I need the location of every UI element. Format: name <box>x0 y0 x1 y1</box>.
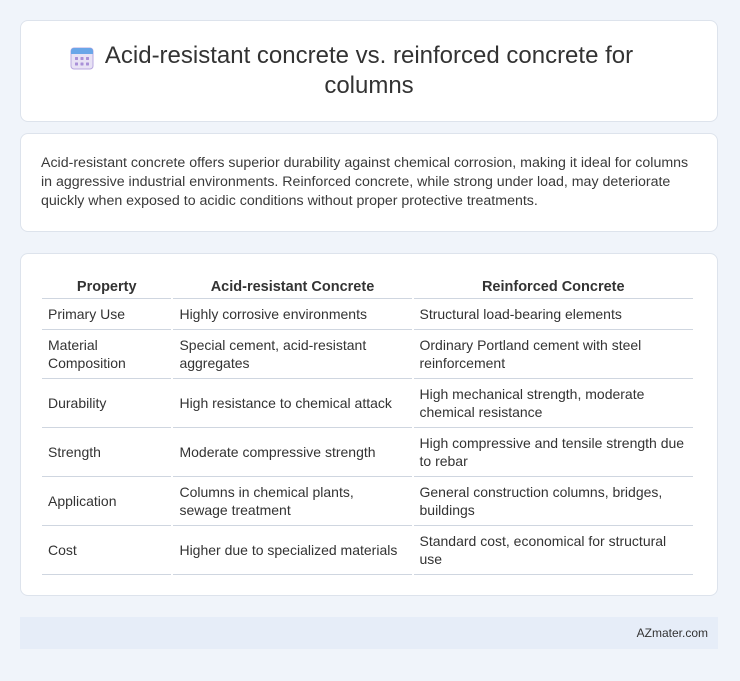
table-row <box>42 428 693 477</box>
intro-text: Acid-resistant concrete offers superior durability against chemical corrosion, making it ideal for columns in aggressive industrial environments. Reinforced concrete, while strong under load, may deteriorate quickly when exposed to acidic conditions without proper protective treatments. <box>41 155 689 209</box>
table-cell: High compressive and tensile strength due to rebar <box>414 428 694 477</box>
title-card <box>20 20 718 122</box>
table-cell: High mechanical strength, moderate chemical resistance <box>414 379 694 428</box>
table-row <box>42 379 693 428</box>
table-cell: Cost <box>42 526 171 575</box>
table-cell: Primary Use <box>42 299 171 330</box>
table-cell: Application <box>42 477 171 526</box>
page-title: Acid-resistant concrete vs. reinforced concrete for columns <box>104 42 634 99</box>
footer-brand: AZmater.com <box>636 626 708 640</box>
intro-card <box>20 133 718 232</box>
table-row <box>42 299 693 330</box>
table-cell: General construction columns, bridges, buildings <box>414 477 694 526</box>
table-card <box>20 253 718 596</box>
table-header-row <box>42 274 693 299</box>
table-row <box>42 477 693 526</box>
column-header-reinforced: Reinforced Concrete <box>414 274 694 299</box>
comparison-table <box>40 274 695 575</box>
column-header-acid-resistant: Acid-resistant Concrete <box>173 274 411 299</box>
table-cell: Durability <box>42 379 171 428</box>
table-cell: Material Composition <box>42 330 171 379</box>
footer <box>20 617 718 649</box>
table-row <box>42 330 693 379</box>
table-cell: High resistance to chemical attack <box>173 379 411 428</box>
table-cell: Ordinary Portland cement with steel reinforcement <box>414 330 694 379</box>
table-cell: Structural load-bearing elements <box>414 299 694 330</box>
calendar-icon <box>69 45 95 71</box>
table-cell: Higher due to specialized materials <box>173 526 411 575</box>
table-cell: Special cement, acid-resistant aggregates <box>173 330 411 379</box>
table-cell: Columns in chemical plants, sewage treatment <box>173 477 411 526</box>
table-cell: Strength <box>42 428 171 477</box>
title-wrap <box>69 41 669 101</box>
column-header-property: Property <box>42 274 171 299</box>
table-cell: Standard cost, economical for structural use <box>414 526 694 575</box>
table-row <box>42 526 693 575</box>
table-cell: Highly corrosive environments <box>173 299 411 330</box>
table-cell: Moderate compressive strength <box>173 428 411 477</box>
